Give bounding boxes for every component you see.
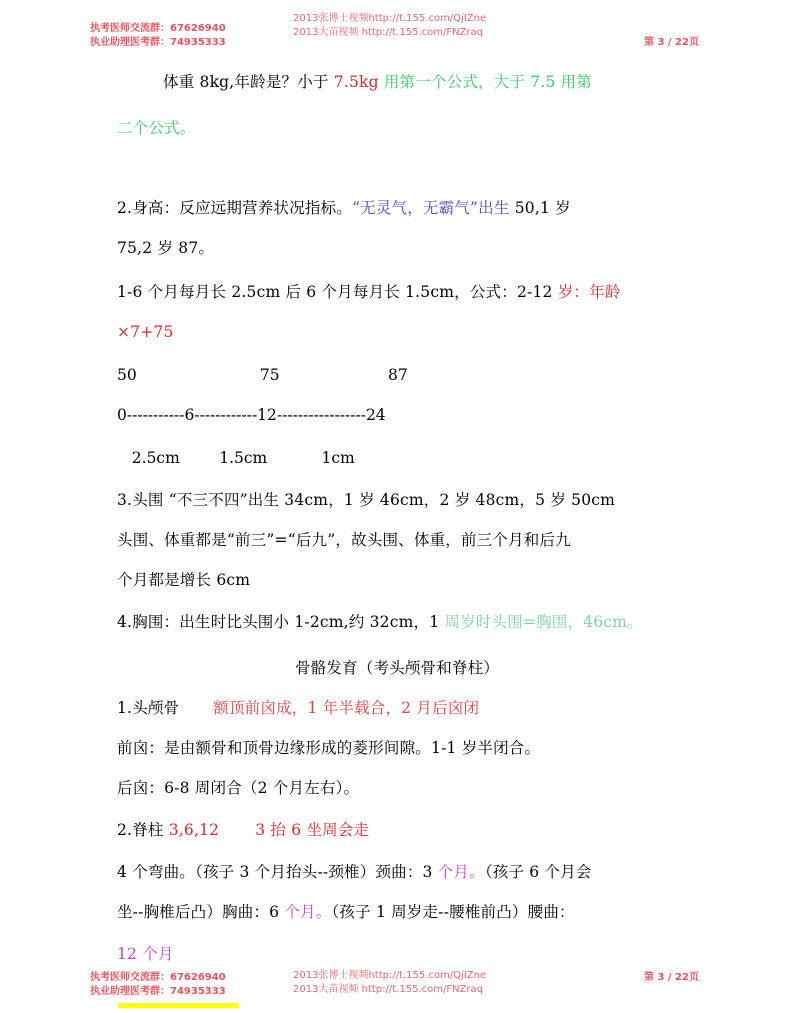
text-run-green-light: 周岁时头围=胸围，46cm。 <box>444 613 643 631</box>
text-run: 75,2 岁 87。 <box>117 239 215 257</box>
text-run: （孩子 1 周岁走--腰椎前凸）腰曲： <box>331 903 575 921</box>
yellow-highlight-bar <box>118 1003 239 1008</box>
footer-video-link-1: 2013张博士视频http://t.155.com/QjIZne <box>293 970 487 981</box>
numberline-axis: 0-----------6------------12-----------------24 <box>117 406 386 424</box>
text-run-magenta: 12 个月 <box>117 945 174 963</box>
paragraph-head-circumference-line2 <box>117 530 677 550</box>
header-watermark <box>0 12 793 46</box>
text-run: 1-6 个月每月长 2.5cm 后 6 个月每月长 1.5cm，公式：2-12 <box>117 283 558 301</box>
header-video-link-1: 2013张博士视频http://t.155.com/QjIZne <box>293 13 487 24</box>
header-qq-group-2: 执业助理医考群：74935333 <box>90 37 226 48</box>
header-watermark-center <box>293 12 486 40</box>
paragraph-head-circumference-line1 <box>117 490 677 510</box>
text-run-blue: “无灵气，无霸气”出生 <box>352 199 510 217</box>
paragraph-weight-example-line1 <box>117 72 723 92</box>
text-run: 2.脊柱 <box>117 821 169 839</box>
numberline-rates: 2.5cm 1.5cm 1cm <box>117 449 355 467</box>
header-page-number: 第 3 / 22页 <box>644 37 699 48</box>
text-run: （孩子 6 个月会 <box>484 863 592 881</box>
text-run-red: 7.5kg <box>333 73 379 91</box>
section-heading-skeletal-development: 骨骼发育（考头颅骨和脊柱） <box>294 659 500 677</box>
text-run: 4.胸围：出生时比头围小 1-2cm,约 32cm，1 <box>117 613 445 631</box>
footer-qq-group-2: 执业助理医考群：74935333 <box>90 986 226 997</box>
text-run-red: 3,6,12 <box>168 821 220 839</box>
text-run-green: 用第一个公式，大于 7.5 用第 <box>378 73 593 91</box>
text-run-magenta: 个月。 <box>284 903 332 921</box>
text-run: 后囟：6-8 周闭合（2 个月左右）。 <box>117 779 360 797</box>
text-run: 3.头围 “不三不四”出生 34cm，1 岁 46cm，2 岁 48cm，5 岁 50cm <box>117 491 616 509</box>
paragraph-growth-formula-line2 <box>117 322 677 342</box>
paragraph-spine-line1 <box>117 820 677 840</box>
footer-qq-group-1: 执考医师交流群：67626940 <box>90 972 226 983</box>
paragraph-weight-example-line2 <box>117 118 677 138</box>
paragraph-skull-line3 <box>117 778 677 798</box>
paragraph-skull-line2 <box>117 738 677 758</box>
paragraph-chest-circumference <box>117 612 677 632</box>
footer-watermark-center <box>293 969 486 997</box>
numberline-values: 50 75 87 <box>117 366 408 384</box>
header-video-link-2: 2013大苗视频 http://t.155.com/FNZraq <box>293 27 484 38</box>
text-run: 1.头颅骨 <box>117 699 180 717</box>
paragraph-spine-line2 <box>117 862 677 882</box>
paragraph-height-line2 <box>117 238 677 258</box>
text-run-red: 3 抬 6 坐周会走 <box>255 821 370 839</box>
paragraph-spine-line3 <box>117 902 677 922</box>
footer-watermark-left <box>90 971 226 999</box>
paragraph-head-circumference-line3 <box>117 570 677 590</box>
text-run: 坐--胸椎后凸）胸曲：6 <box>117 903 285 921</box>
text-run: 2.身高：反应远期营养状况指标。 <box>117 199 352 217</box>
text-run: 个月都是增长 6cm <box>117 571 251 589</box>
text-run-red: 额顶前囟成，1 年半载合，2 月后囟闭 <box>213 699 480 717</box>
text-run-green: 二个公式。 <box>117 119 196 137</box>
text-run: 体重 8kg,年龄是？小于 <box>163 73 334 91</box>
footer-video-link-2: 2013大苗视频 http://t.155.com/FNZraq <box>293 984 484 995</box>
text-run: 50,1 岁 <box>509 199 571 217</box>
footer-page-number: 第 3 / 22页 <box>644 972 699 983</box>
text-run: 头围、体重都是“前三”=“后九”，故头围、体重，前三个月和后九 <box>117 531 571 549</box>
text-run-magenta: 个月。 <box>437 863 485 881</box>
text-run: 前囟：是由额骨和顶骨边缘形成的菱形间隙。1-1 岁半闭合。 <box>117 739 541 757</box>
text-run: 4 个弯曲。（孩子 3 个月抬头--颈椎）颈曲：3 <box>117 863 438 881</box>
paragraph-height-line1 <box>117 198 677 218</box>
footer-watermark <box>0 961 793 995</box>
paragraph-growth-formula-line1 <box>117 282 677 302</box>
header-watermark-left <box>90 22 226 50</box>
text-run-red: ×7+75 <box>117 323 174 341</box>
header-qq-group-1: 执考医师交流群：67626940 <box>90 23 226 34</box>
paragraph-skull-line1 <box>117 698 677 718</box>
text-run-red: 岁：年龄 <box>557 283 621 301</box>
